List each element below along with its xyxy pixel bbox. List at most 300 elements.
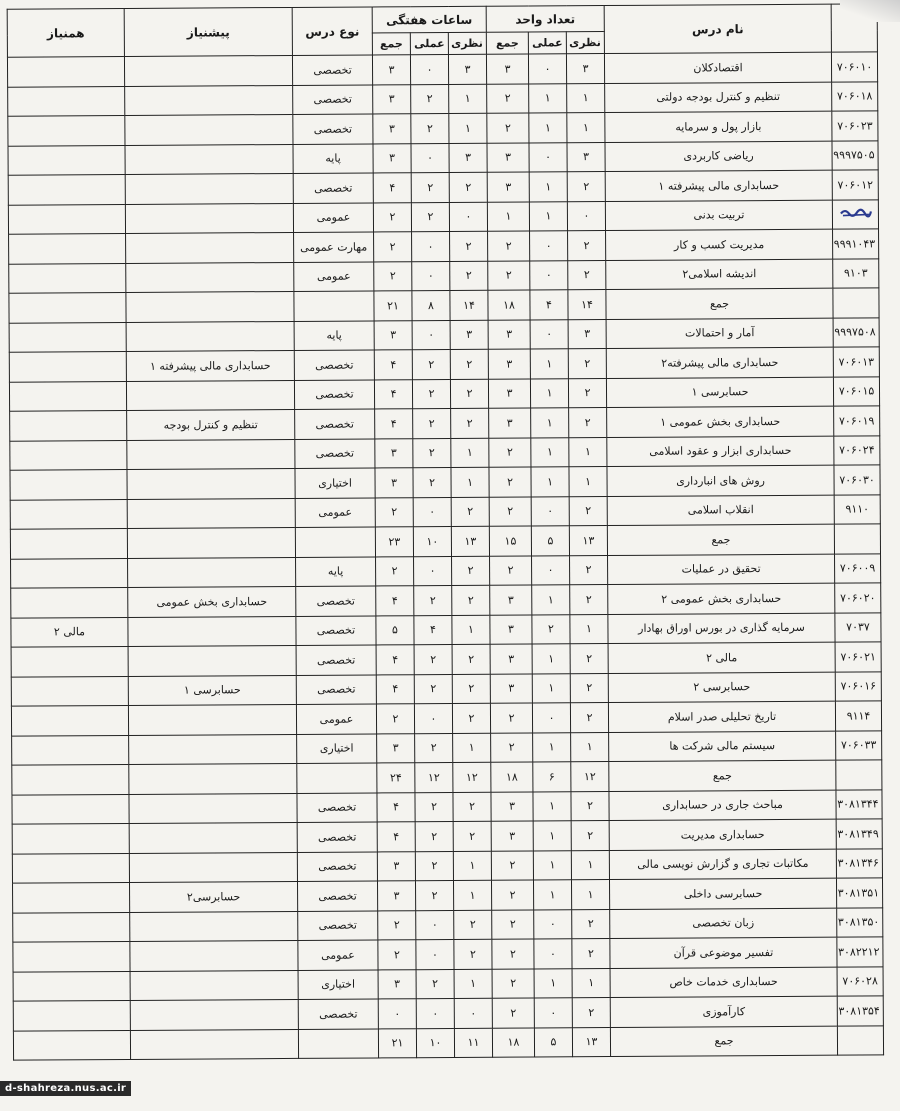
units-theory: ۲ [568, 260, 606, 290]
units-practical: ۱ [532, 585, 570, 615]
hours-practical: ۰ [412, 320, 450, 350]
header-course-type: نوع درس [292, 7, 372, 55]
units-theory: ۲ [568, 378, 606, 408]
hours-practical: ۰ [414, 703, 452, 733]
corequisite [13, 882, 130, 912]
units-theory: ۲ [571, 821, 609, 851]
hours-practical: ۲ [415, 792, 453, 822]
sum-label: جمع [609, 760, 836, 791]
corequisite [11, 676, 128, 706]
prerequisite [124, 55, 292, 86]
course-type: اختیاری [298, 969, 378, 999]
hours-practical: ۰ [416, 939, 454, 969]
units-theory: ۱ [570, 614, 608, 644]
units-total: ۲ [487, 84, 529, 114]
hours-total: ۲ [375, 497, 413, 527]
corequisite [7, 56, 124, 86]
course-type: عمومی [296, 704, 376, 734]
hours-total: ۲ [374, 232, 412, 262]
sum-hp: ۸ [412, 290, 450, 320]
course-type: تخصصی [297, 881, 377, 911]
corequisite [8, 86, 125, 116]
corequisite [9, 381, 126, 411]
hours-theory: ۳ [450, 320, 488, 350]
units-total: ۲ [489, 467, 531, 497]
units-practical: ۱ [534, 968, 572, 998]
hours-practical: ۲ [413, 467, 451, 497]
units-total: ۳ [488, 320, 530, 350]
table-header [7, 4, 877, 57]
units-practical: ۰ [529, 142, 567, 172]
units-total: ۳ [488, 379, 530, 409]
header-units: تعداد واحد [486, 6, 604, 33]
header-weekly-hours: ساعات هفتگی [372, 6, 486, 33]
course-type: تخصصی [297, 851, 377, 881]
units-theory: ۱ [567, 83, 605, 113]
course-name: حسابرسی ۲ [608, 672, 835, 703]
hours-practical: ۲ [415, 821, 453, 851]
course-type: تخصصی [294, 350, 374, 380]
units-total: ۲ [492, 968, 534, 998]
course-code: ۳۰۸۱۳۴۹ [836, 819, 882, 849]
course-name: حسابداری مدیریت [609, 819, 836, 850]
course-name: مدیریت کسب و کار [606, 229, 833, 260]
corequisite [11, 558, 128, 588]
units-practical: ۱ [529, 83, 567, 113]
hours-total: ۵ [376, 615, 414, 645]
units-practical: ۱ [533, 850, 571, 880]
sum-label: جمع [606, 288, 833, 319]
course-code: ۷۰۶۰۳۰ [834, 465, 880, 495]
hours-practical: ۲ [412, 349, 450, 379]
hours-total: ۴ [376, 674, 414, 704]
prerequisite [126, 321, 294, 352]
units-theory: ۲ [572, 998, 610, 1028]
course-type: پایه [294, 320, 374, 350]
units-practical: ۰ [530, 260, 568, 290]
prerequisite [127, 439, 295, 470]
hours-theory: ۲ [450, 349, 488, 379]
units-total: ۲ [489, 438, 531, 468]
hours-total: ۲ [378, 940, 416, 970]
hours-total: ۳ [372, 55, 410, 85]
header-corequisite: همنیاز [7, 8, 124, 57]
hours-theory: ۱ [453, 851, 491, 881]
units-total: ۲ [492, 998, 534, 1028]
hours-practical: ۲ [411, 202, 449, 232]
units-practical: ۲ [532, 614, 570, 644]
corequisite [12, 794, 129, 824]
units-practical: ۱ [531, 408, 569, 438]
sum-up: ۴ [530, 290, 568, 320]
hours-total: ۲ [378, 910, 416, 940]
sum-up: ۵ [534, 1027, 572, 1057]
hours-theory: ۲ [451, 408, 489, 438]
sum-ht: ۱۳ [451, 526, 489, 556]
sum-code-blank [837, 1025, 883, 1055]
sum-hs: ۲۱ [378, 1028, 416, 1058]
sum-hs: ۲۱ [374, 291, 412, 321]
prerequisite [128, 704, 296, 735]
hours-practical: ۲ [415, 851, 453, 881]
units-practical: ۱ [531, 467, 569, 497]
hours-theory: ۲ [452, 556, 490, 586]
units-total: ۳ [487, 143, 529, 173]
prerequisite [130, 970, 298, 1001]
course-name: حسابداری بخش عمومی ۲ [608, 583, 835, 614]
hours-practical: ۰ [413, 497, 451, 527]
course-type: تخصصی [293, 173, 373, 203]
sum-ut: ۱۳ [569, 526, 607, 556]
units-total: ۲ [487, 113, 529, 143]
hours-practical: ۲ [414, 674, 452, 704]
units-practical: ۰ [530, 231, 568, 261]
hours-theory: ۲ [453, 792, 491, 822]
course-code [832, 199, 878, 229]
hours-theory: ۱ [451, 438, 489, 468]
units-practical: ۱ [529, 201, 567, 231]
hours-total: ۳ [373, 114, 411, 144]
course-code: ۷۰۶۰۱۸ [832, 81, 878, 111]
hours-theory: ۰ [449, 202, 487, 232]
hours-practical: ۰ [412, 231, 450, 261]
sum-ut: ۱۳ [572, 1027, 610, 1057]
units-total: ۲ [490, 703, 532, 733]
units-theory: ۱ [569, 467, 607, 497]
corequisite [12, 853, 129, 883]
hours-total: ۲ [376, 704, 414, 734]
course-code: ۳۰۸۱۳۴۴ [836, 789, 882, 819]
sum-ht: ۱۲ [453, 762, 491, 792]
units-theory: ۱ [567, 113, 605, 143]
sum-us: ۱۵ [489, 526, 531, 556]
sum-us: ۱۸ [491, 762, 533, 792]
hours-total: ۳ [378, 969, 416, 999]
units-practical: ۰ [530, 319, 568, 349]
hours-total: ۲ [373, 202, 411, 232]
units-total: ۳ [487, 172, 529, 202]
units-total: ۳ [490, 585, 532, 615]
course-name: حسابداری مالی پیشرفته ۱ [605, 170, 832, 201]
hours-total: ۳ [374, 320, 412, 350]
course-name: مباحث جاری در حسابداری [609, 790, 836, 821]
units-theory: ۲ [572, 909, 610, 939]
course-code: ۳۰۸۱۳۴۶ [836, 848, 882, 878]
hours-total: ۴ [374, 379, 412, 409]
units-practical: ۱ [532, 673, 570, 703]
course-name: حسابداری ابزار و عقود اسلامی [607, 436, 834, 467]
course-name: کارآموزی [610, 996, 837, 1027]
prerequisite [129, 793, 297, 824]
units-total: ۳ [489, 408, 531, 438]
hours-theory: ۱ [453, 733, 491, 763]
course-name: آمار و احتمالات [606, 318, 833, 349]
hours-theory: ۲ [452, 703, 490, 733]
course-name: مکاتبات تجاری و گزارش نویسی مالی [609, 849, 836, 880]
units-theory: ۲ [570, 673, 608, 703]
course-name: تنظیم و کنترل بودجه دولتی [605, 82, 832, 113]
header-units-practical: عملی [528, 32, 566, 54]
corequisite [10, 410, 127, 440]
hours-total: ۴ [374, 350, 412, 380]
units-theory: ۲ [568, 231, 606, 261]
hours-theory: ۳ [448, 54, 486, 84]
course-name: سیستم مالی شرکت ها [609, 731, 836, 762]
sum-code-blank [833, 288, 879, 318]
prerequisite [125, 114, 293, 145]
course-type: عمومی [294, 261, 374, 291]
course-code: ۷۰۶۰۱۲ [832, 170, 878, 200]
course-type: تخصصی [296, 586, 376, 616]
units-practical: ۱ [530, 378, 568, 408]
units-total: ۲ [492, 939, 534, 969]
hours-theory: ۳ [449, 143, 487, 173]
units-theory: ۲ [569, 496, 607, 526]
hours-practical: ۲ [416, 969, 454, 999]
units-total: ۲ [492, 909, 534, 939]
units-practical: ۱ [533, 821, 571, 851]
watermark: d-shahreza.nus.ac.ir [0, 1081, 131, 1096]
hours-total: ۳ [377, 733, 415, 763]
corequisite [13, 1000, 130, 1030]
corequisite [12, 823, 129, 853]
course-name: حسابداری مالی پیشرفته۲ [606, 347, 833, 378]
scribble-mark-icon [838, 208, 872, 218]
course-type: تخصصی [295, 409, 375, 439]
prerequisite: حسابرسی ۱ [128, 675, 296, 706]
prerequisite [129, 734, 297, 765]
hours-practical: ۴ [414, 615, 452, 645]
units-theory: ۲ [567, 172, 605, 202]
course-code: ۹۹۹۱۰۴۳ [833, 229, 879, 259]
units-theory: ۳ [568, 319, 606, 349]
prerequisite [127, 468, 295, 499]
prerequisite [129, 822, 297, 853]
corequisite [9, 322, 126, 352]
hours-theory: ۲ [451, 497, 489, 527]
prerequisite [130, 999, 298, 1030]
sum-label: جمع [607, 524, 834, 555]
prerequisite [128, 616, 296, 647]
units-total: ۳ [488, 349, 530, 379]
corequisite [9, 233, 126, 263]
course-type: عمومی [293, 202, 373, 232]
course-name: حسابرسی ۱ [606, 377, 833, 408]
sum-us: ۱۸ [488, 290, 530, 320]
units-total: ۳ [490, 644, 532, 674]
prerequisite [125, 203, 293, 234]
hours-theory: ۱ [451, 467, 489, 497]
corequisite [9, 351, 126, 381]
course-name: اقتصادکلان [604, 52, 831, 83]
hours-practical: ۲ [415, 880, 453, 910]
units-practical: ۱ [532, 644, 570, 674]
hours-total: ۴ [376, 586, 414, 616]
course-type: تخصصی [296, 674, 376, 704]
units-practical: ۱ [530, 349, 568, 379]
prerequisite: تنظیم و کنترل بودجه [127, 409, 295, 440]
course-code: ۹۱۱۰ [834, 494, 880, 524]
corequisite [13, 912, 130, 942]
prerequisite [128, 557, 296, 588]
units-practical: ۰ [531, 496, 569, 526]
units-practical: ۰ [534, 939, 572, 969]
prerequisite [125, 85, 293, 116]
course-name: بازار پول و سرمایه [605, 111, 832, 142]
course-name: تحقیق در عملیات [608, 554, 835, 585]
course-name: اندیشه اسلامی۲ [606, 259, 833, 290]
hours-total: ۳ [377, 851, 415, 881]
course-code: ۷۰۶۰۰۹ [835, 553, 881, 583]
hours-total: ۳ [377, 881, 415, 911]
course-name: انقلاب اسلامی [607, 495, 834, 526]
hours-theory: ۱ [449, 113, 487, 143]
hours-practical: ۲ [411, 172, 449, 202]
units-total: ۳ [486, 54, 528, 84]
units-theory: ۲ [568, 349, 606, 379]
hours-practical: ۰ [414, 556, 452, 586]
hours-theory: ۱ [449, 84, 487, 114]
course-code: ۳۰۸۲۲۱۲ [837, 937, 883, 967]
prerequisite [130, 911, 298, 942]
hours-theory: ۱ [452, 615, 490, 645]
corequisite [8, 145, 125, 175]
course-type: مهارت عمومی [294, 232, 374, 262]
units-practical: ۰ [532, 703, 570, 733]
hours-total: ۲ [376, 556, 414, 586]
corequisite: مالی ۲ [11, 617, 128, 647]
prerequisite [126, 262, 294, 293]
table-body [7, 52, 883, 1060]
semester-sum-row [13, 1025, 883, 1060]
hours-total: ۳ [373, 84, 411, 114]
units-theory: ۱ [569, 437, 607, 467]
hours-practical: ۰ [410, 55, 448, 85]
hours-theory: ۲ [452, 644, 490, 674]
units-theory: ۲ [570, 703, 608, 733]
hours-theory: ۲ [450, 379, 488, 409]
corequisite [10, 440, 127, 470]
corequisite [9, 263, 126, 293]
course-code: ۷۰۶۰۱۵ [833, 376, 879, 406]
course-name: حسابرسی داخلی [610, 878, 837, 909]
units-theory: ۱ [571, 850, 609, 880]
units-total: ۳ [490, 673, 532, 703]
course-type: عمومی [295, 497, 375, 527]
course-type: تخصصی [294, 379, 374, 409]
corequisite [10, 499, 127, 529]
hours-theory: ۲ [454, 939, 492, 969]
course-type: اختیاری [295, 468, 375, 498]
corequisite [10, 469, 127, 499]
course-code: ۷۰۶۰۱۶ [835, 671, 881, 701]
prerequisite [125, 173, 293, 204]
hours-total: ۴ [373, 173, 411, 203]
sum-blank [129, 763, 297, 794]
sum-blank [294, 291, 374, 321]
course-name: تربیت بدنی [605, 200, 832, 231]
sum-blank [13, 1030, 130, 1060]
corequisite [12, 735, 129, 765]
course-code: ۹۱۰۳ [833, 258, 879, 288]
prerequisite [130, 940, 298, 971]
corequisite [13, 941, 130, 971]
course-name: حسابداری خدمات خاص [610, 967, 837, 998]
units-total: ۳ [491, 791, 533, 821]
course-code: ۳۰۸۱۳۵۱ [837, 878, 883, 908]
prerequisite [125, 144, 293, 175]
course-code: ۷۰۶۰۲۰ [835, 583, 881, 613]
course-code: ۹۹۹۷۵۰۵ [832, 140, 878, 170]
hours-practical: ۰ [411, 143, 449, 173]
prerequisite: حسابداری بخش عمومی [128, 586, 296, 617]
units-theory: ۲ [570, 644, 608, 674]
units-practical: ۰ [528, 54, 566, 84]
hours-practical: ۲ [412, 379, 450, 409]
hours-practical: ۲ [411, 84, 449, 114]
sum-ht: ۱۱ [454, 1028, 492, 1058]
units-total: ۱ [487, 202, 529, 232]
course-code: ۷۰۳۷ [835, 612, 881, 642]
course-type: تخصصی [297, 822, 377, 852]
course-code: ۹۹۹۷۵۰۸ [833, 317, 879, 347]
sum-blank [9, 292, 126, 322]
course-code: ۹۱۱۴ [835, 701, 881, 731]
course-code: ۷۰۶۰۲۱ [835, 642, 881, 672]
corequisite [8, 204, 125, 234]
sum-hs: ۲۴ [377, 763, 415, 793]
hours-practical: ۰ [416, 910, 454, 940]
header-hours-total: جمع [372, 33, 410, 55]
hours-theory: ۰ [454, 998, 492, 1028]
hours-practical: ۰ [412, 261, 450, 291]
hours-practical: ۰ [416, 998, 454, 1028]
hours-theory: ۱ [454, 969, 492, 999]
hours-total: ۳ [375, 438, 413, 468]
course-code: ۷۰۶۰۱۹ [834, 406, 880, 436]
course-name: حسابداری بخش عمومی ۱ [607, 406, 834, 437]
units-total: ۲ [491, 880, 533, 910]
units-theory: ۱ [572, 880, 610, 910]
units-theory: ۲ [571, 791, 609, 821]
units-practical: ۱ [533, 791, 571, 821]
hours-theory: ۲ [450, 261, 488, 291]
course-type: اختیاری [297, 733, 377, 763]
hours-practical: ۲ [415, 733, 453, 763]
sum-blank [130, 1029, 298, 1060]
sum-hp: ۱۰ [413, 526, 451, 556]
header-units-theory: نظری [566, 32, 604, 54]
hours-practical: ۲ [414, 585, 452, 615]
course-code: ۷۰۶۰۳۳ [836, 730, 882, 760]
units-practical: ۱ [534, 880, 572, 910]
course-code: ۷۰۶۰۱۳ [833, 347, 879, 377]
units-theory: ۲ [569, 408, 607, 438]
sum-blank [10, 528, 127, 558]
sum-ht: ۱۴ [450, 290, 488, 320]
sum-blank [126, 291, 294, 322]
units-theory: ۳ [567, 142, 605, 172]
sum-code-blank [836, 760, 882, 790]
sum-blank [127, 527, 295, 558]
sum-blank [297, 763, 377, 793]
hours-practical: ۲ [414, 644, 452, 674]
units-theory: ۱ [572, 968, 610, 998]
corequisite [11, 587, 128, 617]
corequisite [11, 646, 128, 676]
hours-total: ۳ [375, 468, 413, 498]
course-table [7, 3, 884, 1060]
